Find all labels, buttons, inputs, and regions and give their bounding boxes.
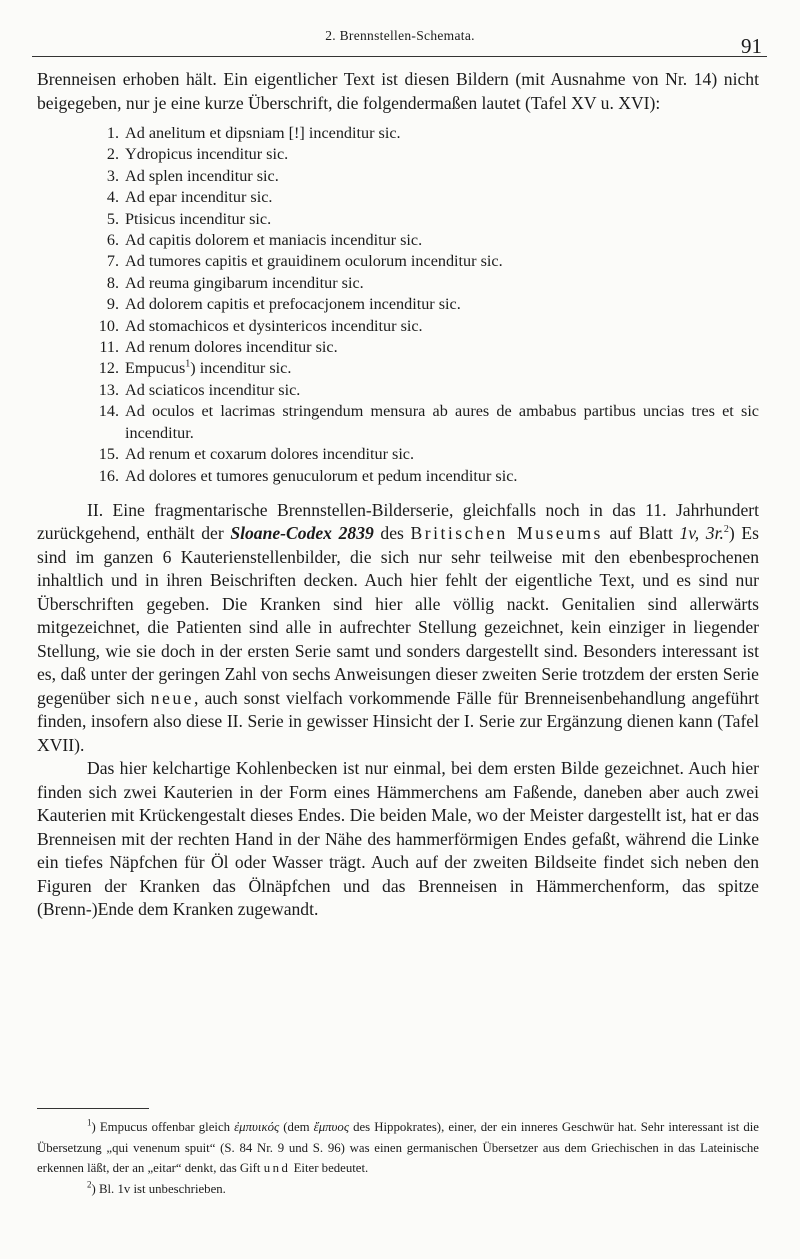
footnote-text: Eiter bedeutet. bbox=[290, 1161, 369, 1176]
item-number: 11. bbox=[99, 338, 119, 357]
codex-title: Sloane-Codex 2839 bbox=[230, 523, 374, 544]
museum-name: Britischen Museums bbox=[410, 523, 603, 544]
item-number: 15. bbox=[98, 445, 119, 464]
item-text: Ad anelitum et dipsniam [!] incenditur sic. bbox=[125, 124, 401, 142]
list-item bbox=[37, 230, 759, 251]
list-item bbox=[37, 273, 759, 294]
item-number: 10. bbox=[98, 316, 119, 335]
list-item bbox=[37, 466, 759, 487]
footnote-ref-1[interactable]: 1 bbox=[185, 359, 191, 371]
footnote-ref-paren: ) bbox=[728, 523, 735, 544]
footnote-mark-paren: ) bbox=[91, 1181, 99, 1196]
footnote-text: des Hippokrates), einer, der ein inneres Geschwür hat. Sehr interessant ist die Übersetzung „qui venenum spuit“ (S. 84 Nr. 9 und S. 96) was einen germanischen Übersetzer aus dem Griechischen in das Lateinische erkennen läßt, der an „eitar“ denkt, das Gift bbox=[37, 1120, 759, 1176]
footnotes bbox=[37, 1117, 759, 1199]
item-number: 9. bbox=[106, 295, 119, 314]
list-item bbox=[37, 251, 759, 272]
paragraph-series-ii bbox=[37, 499, 759, 758]
item-text: Ad sciaticos incenditur sic. bbox=[125, 380, 301, 399]
list-item bbox=[37, 401, 759, 444]
item-number: 13. bbox=[98, 380, 119, 399]
item-number: 7. bbox=[106, 252, 119, 271]
item-number: 2. bbox=[106, 145, 119, 164]
item-number: 1. bbox=[106, 124, 119, 142]
item-text: Ad dolorem capitis et prefocacjonem incenditur sic. bbox=[125, 295, 461, 314]
footnote-1 bbox=[37, 1117, 759, 1179]
item-number: 8. bbox=[106, 273, 119, 292]
header-rule bbox=[32, 56, 767, 57]
intro-paragraph: Brenneisen erhoben hält. Ein eigentlicher Text ist diesen Bildern (mit Ausnahme von Nr. 14) nicht beigegeben, nur je eine kurze Überschrift, die folgendermaßen lautet (Tafel XV u. XVI): bbox=[37, 69, 759, 113]
footnote-rule bbox=[37, 1108, 149, 1109]
item-number: 12. bbox=[98, 359, 119, 378]
item-text: Ad renum dolores incenditur sic. bbox=[125, 338, 338, 357]
emphasis-neue: neue bbox=[150, 687, 194, 708]
list-item bbox=[37, 123, 759, 144]
item-number: 3. bbox=[106, 166, 119, 185]
footnote-mark-paren: ) bbox=[91, 1120, 100, 1134]
footnote-mark: 1 bbox=[87, 1117, 92, 1128]
list-item bbox=[37, 166, 759, 187]
list-item bbox=[37, 380, 759, 401]
footnote-mark: 2 bbox=[87, 1179, 92, 1190]
item-text: Ad oculos et lacrimas stringendum mensura ab aures de ambabus partibus uncias tres et sic incenditur. bbox=[125, 402, 759, 442]
list-item bbox=[37, 144, 759, 165]
list-item bbox=[37, 444, 759, 465]
item-text: Ad splen incenditur sic. bbox=[125, 166, 279, 185]
item-text-main: Empucus bbox=[125, 359, 186, 378]
para-ii-text: auf Blatt bbox=[602, 523, 680, 544]
greek-term: ἔμπυος bbox=[313, 1120, 350, 1134]
main-text bbox=[37, 68, 759, 922]
list-item bbox=[37, 316, 759, 337]
running-head: 2. Brennstellen-Schemata. bbox=[325, 28, 475, 43]
folio-ref: 1v, 3r. bbox=[679, 523, 724, 544]
para-ii-text: , auch sonst vielfach vorkommende Fälle für Brenneisenbehandlung angeführt finden, insofern also diese II. Serie in gewisser Hinsicht der I. Serie zur Ergänzung dienen kann (Tafel XVII). bbox=[37, 687, 759, 755]
footnote-spaced: und bbox=[263, 1161, 291, 1176]
caption-list bbox=[37, 123, 759, 487]
para-ii-text: Es sind im ganzen 6 Kauterienstellenbilder, die sich nur sehr teilweise mit den ebenbesprochenen inhaltlich und in ihren Beischriften decken. Auch hier fehlt der eigentliche Text, und es sind nur Überschriften gegeben. Die Kranken sind hier alle völlig nackt. Genitalien sind allerwärts mitgezeichnet, die Patienten sind alle in aufrechter Stellung gezeichnet, kein einziger in liegender Stellung, wie sie doch in der ersten Serie samt und sonders dargestellt sind. Besonders interessant ist es, daß unter der geringen Zahl von sechs Anweisungen dieser zweiten Serie trotzdem der ersten Serie gegenüber sich bbox=[37, 523, 759, 708]
list-item bbox=[37, 358, 759, 379]
item-text: Ad reuma gingibarum incenditur sic. bbox=[125, 273, 364, 292]
page-number: 91 bbox=[741, 34, 762, 58]
para-ii-text: des bbox=[373, 523, 411, 544]
footnote-2 bbox=[37, 1179, 759, 1200]
item-number: 16. bbox=[98, 466, 119, 485]
item-number: 14. bbox=[98, 402, 119, 421]
item-text: Ad capitis dolorem et maniacis incenditur sic. bbox=[125, 231, 423, 250]
item-text: Ad stomachicos et dysintericos incenditur sic. bbox=[125, 316, 423, 335]
item-text: Ptisicus incenditur sic. bbox=[125, 209, 272, 228]
list-item bbox=[37, 294, 759, 315]
footnote-ref-2[interactable]: 2 bbox=[723, 524, 729, 536]
item-text bbox=[125, 358, 759, 379]
paragraph-kohlenbecken: Das hier kelchartige Kohlenbecken ist nur einmal, bei dem ersten Bilde gezeichnet. Auch hier finden sich zwei Kauterien in der Form eines Hämmerchens am Faßende, daneben aber auch zwei Kauterien mit Krückengestalt dieses Endes. Die beiden Male, wo der Meister dargestellt ist, hat er das Brenneisen mit der rechten Hand in der Nähe des hammerförmigen Endes gefaßt, während die Linke ein tiefes Näpfchen für Öl oder Wasser trägt. Auch auf der zweiten Bildseite findet sich neben den Figuren der Kranken das Ölnäpfchen und das Brenneisen in Hämmerchenform, das spitze (Brenn-)Ende dem Kranken zugewandt. bbox=[37, 758, 759, 920]
item-text: Ad renum et coxarum dolores incenditur sic. bbox=[125, 445, 415, 464]
greek-term: ἐμπυικός bbox=[234, 1120, 280, 1134]
item-number: 4. bbox=[106, 188, 119, 207]
item-number: 5. bbox=[106, 209, 119, 228]
item-text: Ydropicus incenditur sic. bbox=[125, 145, 289, 164]
item-text-rest: incenditur sic. bbox=[195, 359, 292, 378]
list-item bbox=[37, 187, 759, 208]
item-text: Ad tumores capitis et grauidinem oculorum incenditur sic. bbox=[125, 252, 503, 271]
list-item bbox=[37, 337, 759, 358]
item-text: Ad dolores et tumores genuculorum et pedum incenditur sic. bbox=[125, 466, 518, 485]
footnote-ref-paren: ) bbox=[190, 359, 196, 378]
item-text: Ad epar incenditur sic. bbox=[125, 188, 273, 207]
footnote-text: Empucus offenbar gleich bbox=[99, 1120, 235, 1134]
footnote-text: Bl. 1v ist unbeschrieben. bbox=[98, 1181, 226, 1196]
para-ii-text: II. Eine fragmentarische Brennstellen-Bilderserie, gleichfalls noch in das 11. Jahrhundert zurückgehend, enthält der bbox=[37, 499, 759, 544]
footnote-text: (dem bbox=[279, 1120, 314, 1134]
list-item bbox=[37, 209, 759, 230]
item-number: 6. bbox=[106, 231, 119, 250]
